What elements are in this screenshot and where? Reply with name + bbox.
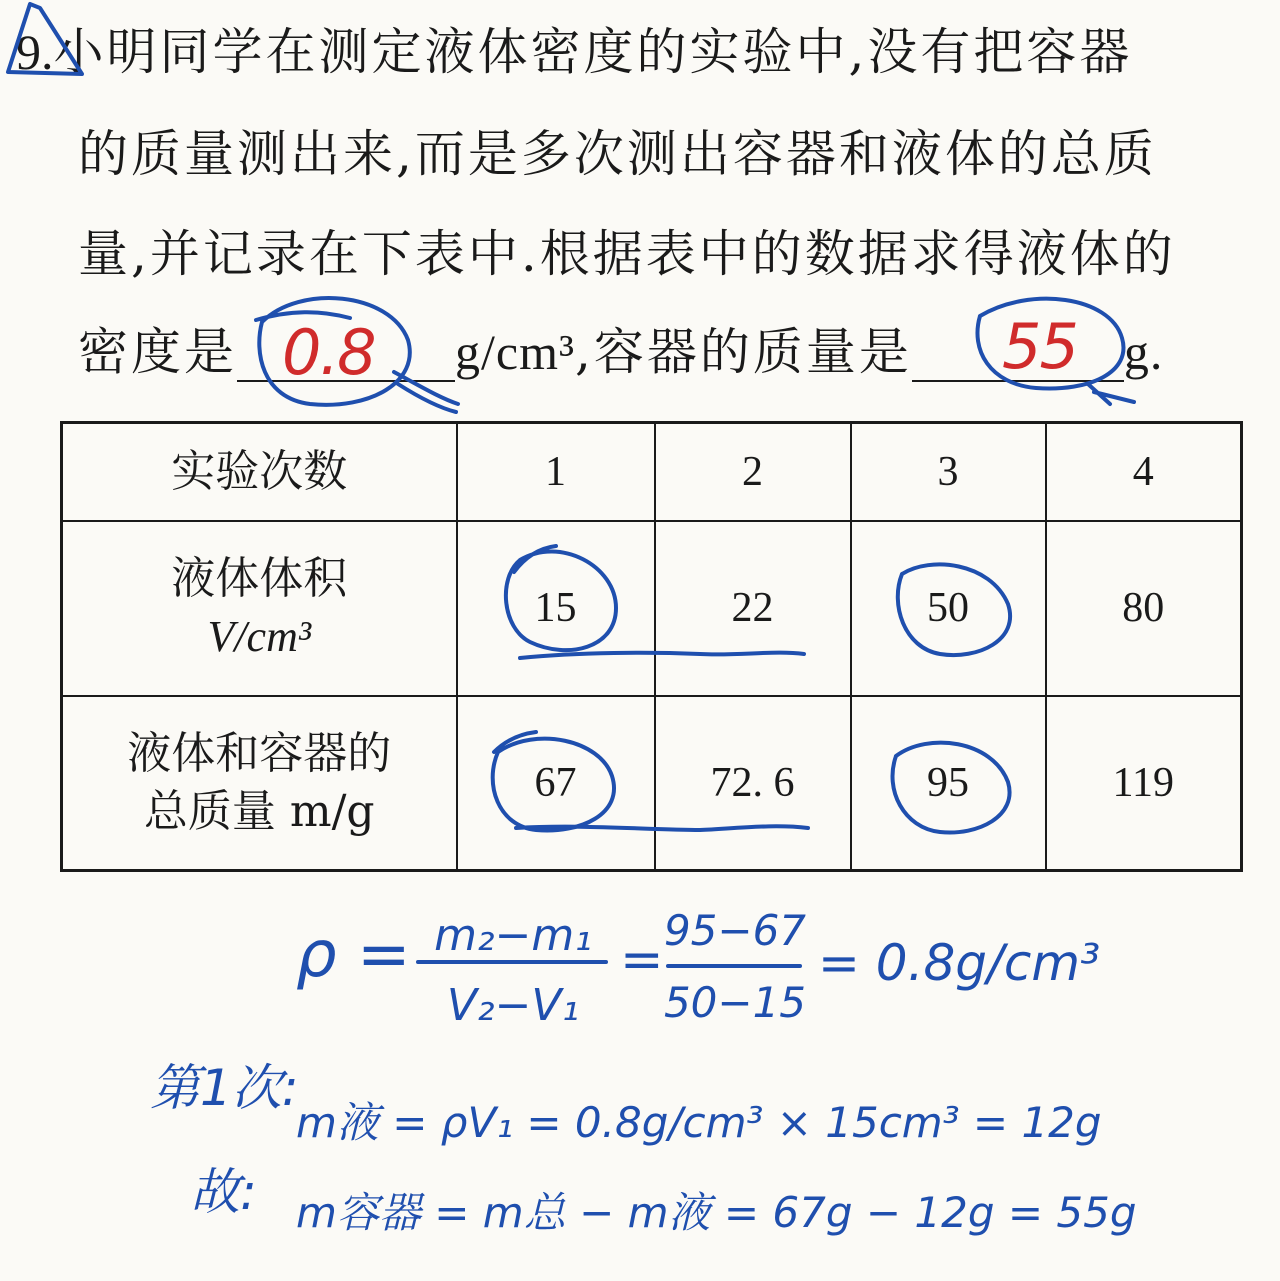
volume-cell: 50 bbox=[851, 521, 1046, 696]
mass-label-line1: 液体和容器的 bbox=[127, 727, 392, 779]
volume-label bbox=[62, 521, 457, 696]
trial-number: 1 bbox=[457, 423, 655, 521]
step3-work: m容器 = m总 − m液 = 67g − 12g = 55g bbox=[296, 1188, 1137, 1237]
density-answer: 0.8 bbox=[282, 316, 375, 389]
mass-cell: 119 bbox=[1046, 696, 1242, 871]
question-line-1 bbox=[16, 22, 1132, 82]
volume-label-line1: 液体体积 bbox=[171, 553, 348, 604]
question-number: 9. bbox=[16, 24, 54, 80]
step3-label: 故: bbox=[190, 1163, 257, 1221]
density-result: = 0.8g/cm³ bbox=[818, 934, 1101, 992]
table-row-mass bbox=[62, 696, 1242, 871]
step2-work: m液 = ρV₁ = 0.8g/cm³ × 15cm³ = 12g bbox=[296, 1098, 1102, 1147]
mass-label-line2: 总质量 m/g bbox=[143, 785, 375, 837]
question-line-2: 的质量测出来,而是多次测出容器和液体的总质 bbox=[78, 125, 1157, 183]
step2-label: 第1次: bbox=[150, 1059, 299, 1117]
question-text-1: 小明同学在测定液体密度的实验中,没有把容器 bbox=[53, 23, 1133, 81]
mass-label bbox=[62, 696, 457, 871]
volume-cell: 22 bbox=[655, 521, 851, 696]
density-unit: g/cm³ bbox=[455, 324, 575, 380]
trial-number: 3 bbox=[851, 423, 1046, 521]
fraction-1-numerator: m₂−m₁ bbox=[434, 910, 592, 961]
density-prompt: 密度是 bbox=[78, 323, 237, 381]
mass-cell: 95 bbox=[851, 696, 1046, 871]
fraction-2-denominator: 50−15 bbox=[663, 978, 807, 1027]
question-line-4 bbox=[78, 322, 1163, 382]
trial-number: 2 bbox=[655, 423, 851, 521]
mass-cell: 72. 6 bbox=[655, 696, 851, 871]
trial-number: 4 bbox=[1046, 423, 1242, 521]
question-line-3: 量,并记录在下表中.根据表中的数据求得液体的 bbox=[78, 225, 1176, 283]
table-row-trials bbox=[62, 423, 1242, 521]
equals-sign: = bbox=[620, 930, 664, 990]
fraction-2-numerator: 95−67 bbox=[663, 906, 807, 955]
volume-cell: 80 bbox=[1046, 521, 1242, 696]
volume-label-line2: V/cm³ bbox=[207, 612, 312, 661]
container-mass-answer: 55 bbox=[1002, 310, 1077, 383]
fraction-1-denominator: V₂−V₁ bbox=[446, 980, 580, 1031]
header-label: 实验次数 bbox=[62, 423, 457, 521]
table-row-volume bbox=[62, 521, 1242, 696]
mass-cell: 67 bbox=[457, 696, 655, 871]
data-table bbox=[60, 421, 1243, 872]
rho-symbol: ρ = bbox=[296, 918, 411, 992]
mass-unit: g. bbox=[1123, 324, 1164, 380]
container-prompt: ,容器的质量是 bbox=[574, 323, 912, 381]
volume-cell: 15 bbox=[457, 521, 655, 696]
